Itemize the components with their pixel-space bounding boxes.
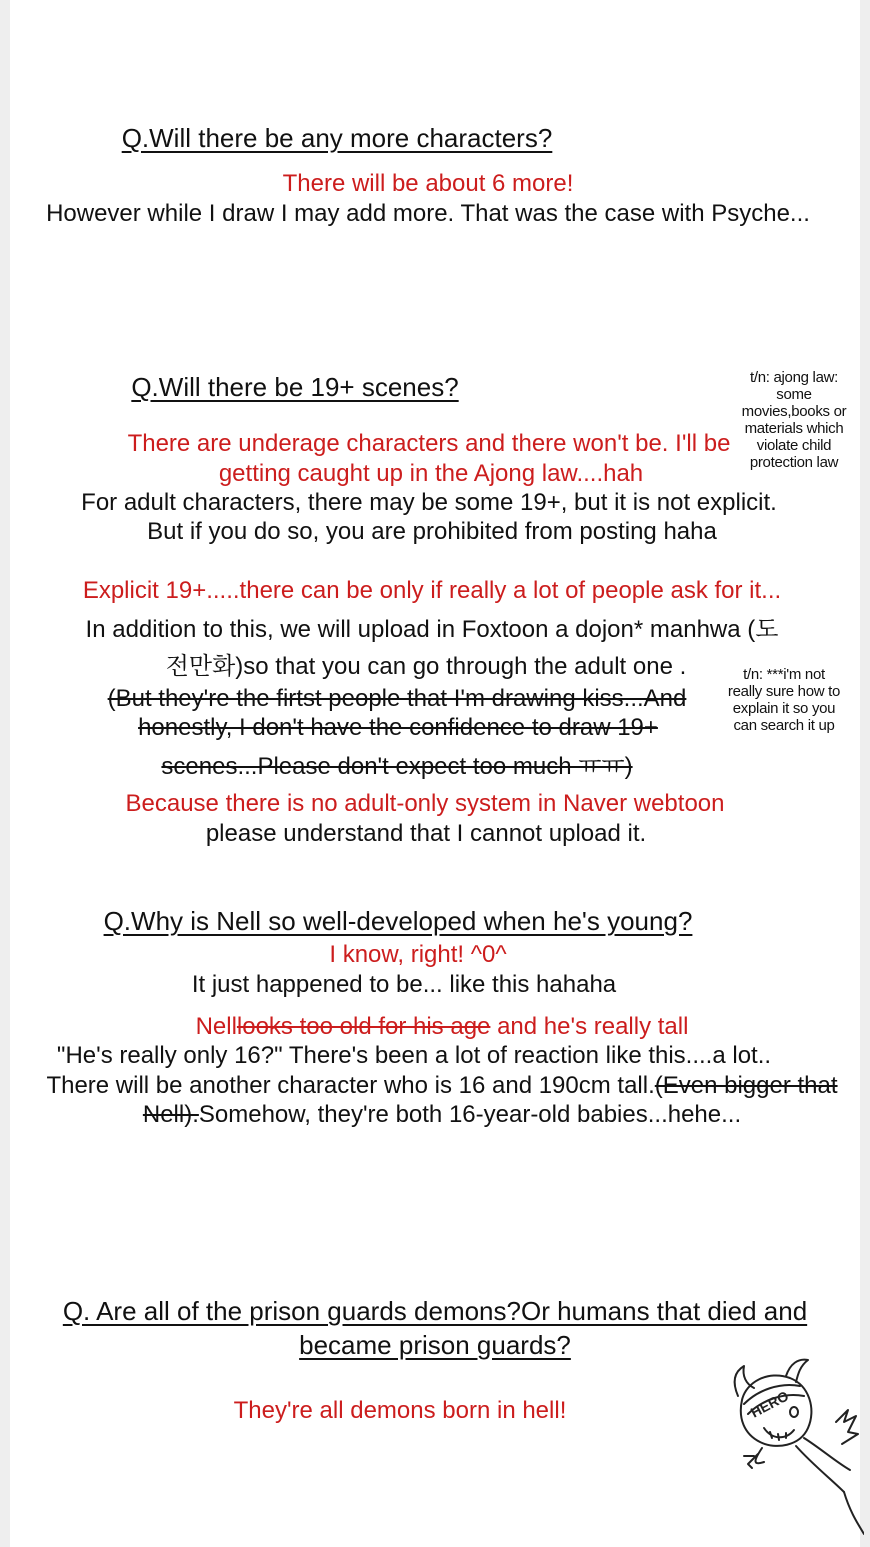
answer-2-line-4: But if you do so, you are prohibited from posting haha — [147, 518, 717, 545]
answer-3-red-line-1: I know, right! ^0^ — [329, 941, 507, 968]
answer-2-line-3: For adult characters, there may be some 19+, but it is not explicit. — [81, 489, 777, 516]
answer-2-strikethrough-1: (But they're the firtst people that I'm drawing kiss...And — [107, 685, 687, 712]
question-1: Q.Will there be any more characters? — [121, 123, 553, 153]
hero-badge-text: HERO — [747, 1387, 792, 1421]
note-line: movies,books or — [741, 403, 847, 420]
strikethrough-part: Nell). — [142, 1101, 199, 1128]
devil-doodle-icon — [724, 1352, 864, 1542]
text-part: There will be another character who is 16 and 190cm tall. — [46, 1072, 655, 1099]
note-line: explain it so you — [732, 700, 836, 717]
answer-2-red-line-2: getting caught up in the Ajong law....hah — [218, 460, 644, 487]
note-line: t/n: ***i'm not — [743, 666, 825, 683]
answer-2-strikethrough-2: honestly, I don't have the confidence to draw 19+ — [138, 714, 658, 741]
note-line: materials which — [744, 420, 844, 437]
answer-3-red-line-3 — [7, 1012, 870, 1042]
note-line: some — [776, 386, 812, 403]
note-line: t/n: ajong law: — [749, 369, 839, 386]
strikethrough-part: (Even bigger that — [654, 1072, 838, 1099]
question-4-line-2: became prison guards? — [299, 1330, 571, 1360]
red-strikethrough-part: looks too old for his age — [236, 1013, 491, 1040]
note-line: violate child — [756, 437, 832, 454]
note-line: really sure how to — [727, 683, 841, 700]
note-line: can search it up — [733, 717, 835, 734]
answer-2-strikethrough-3: scenes...Please don't expect too much ㅠㅠ) — [161, 753, 633, 780]
answer-2-red-line-1: There are underage characters and there won't be. I'll be — [127, 430, 731, 457]
answer-3-line-6 — [7, 1100, 870, 1130]
text-part: Somehow, they're both 16-year-old babies...hehe... — [198, 1101, 742, 1128]
answer-2-line-9: please understand that I cannot upload it. — [205, 820, 647, 847]
answer-4-highlight: They're all demons born in hell! — [233, 1397, 567, 1424]
answer-3-line-4: "He's really only 16?" There's been a lot of reaction like this....a lot.. — [56, 1042, 772, 1069]
answer-2-line-7: 전만화)so that you can go through the adult one . — [165, 653, 687, 680]
answer-1-text: However while I draw I may add more. That was the case with Psyche... — [46, 200, 810, 227]
question-2: Q.Will there be 19+ scenes? — [131, 372, 459, 402]
answer-3-line-5 — [7, 1071, 870, 1101]
red-text-part: Nell — [195, 1013, 237, 1040]
answer-2-line-6: In addition to this, we will upload in Foxtoon a dojon* manhwa (도 — [85, 616, 779, 643]
question-4-line-1: Q. Are all of the prison guards demons?Or humans that died and — [62, 1296, 808, 1326]
red-text-part: and he's really tall — [490, 1013, 689, 1040]
note-line: protection law — [749, 454, 839, 471]
answer-2-red-line-8: Because there is no adult-only system in Naver webtoon — [125, 790, 725, 817]
answer-3-line-2: It just happened to be... like this hahaha — [191, 971, 617, 998]
answer-2-red-line-5: Explicit 19+.....there can be only if really a lot of people ask for it... — [82, 577, 782, 604]
question-3: Q.Why is Nell so well-developed when he's young? — [103, 906, 693, 936]
translator-note-ajong-law — [729, 369, 859, 471]
answer-1-highlight: There will be about 6 more! — [282, 170, 574, 197]
translator-note-dojon — [718, 666, 850, 734]
